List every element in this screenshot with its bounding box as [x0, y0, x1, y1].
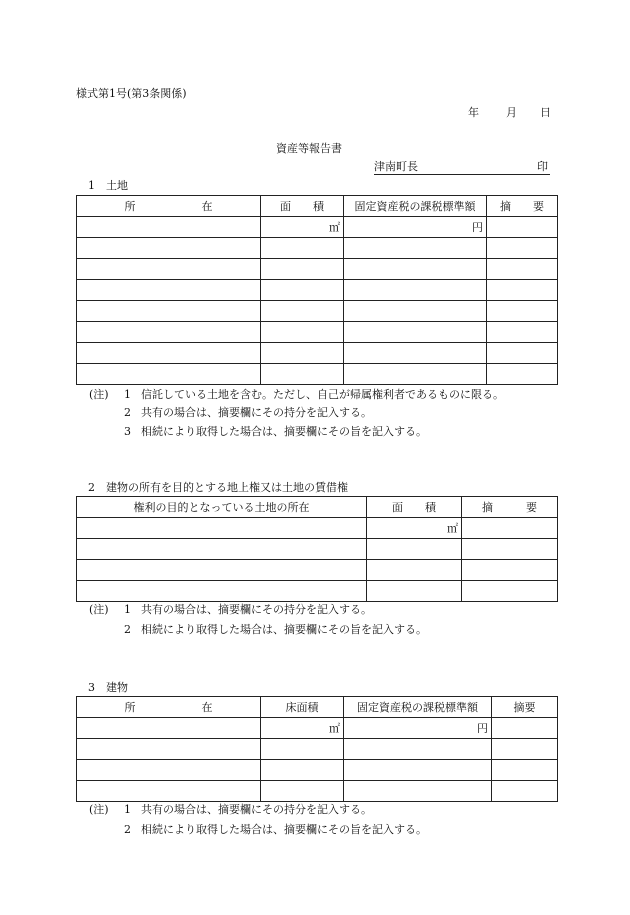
- addressee-line: [374, 161, 550, 175]
- note-text: 信託している土地を含む。ただし、自己が帰属権利者であるものに限る。: [141, 388, 504, 401]
- note-item: [89, 388, 504, 401]
- table-row: [77, 760, 558, 781]
- cell-location[interactable]: [77, 322, 261, 343]
- section2-heading: 2 建物の所有を目的とする地上権又は土地の賃借権: [88, 481, 348, 494]
- unit-yen: 円: [477, 721, 488, 735]
- cell-location[interactable]: [77, 718, 261, 739]
- cell-remarks[interactable]: [492, 739, 558, 760]
- cell-location[interactable]: [77, 259, 261, 280]
- cell-location[interactable]: [77, 217, 261, 238]
- cell-area[interactable]: [261, 217, 344, 238]
- table-row: [77, 560, 558, 581]
- cell-location[interactable]: [77, 238, 261, 259]
- cell-remarks[interactable]: [487, 238, 558, 259]
- unit-sqm: ㎡: [329, 721, 340, 735]
- table-row: [77, 322, 558, 343]
- table-row: [77, 539, 558, 560]
- cell-remarks[interactable]: [462, 518, 558, 539]
- cell-location[interactable]: [77, 781, 261, 802]
- col-header-remarks: 摘要: [492, 697, 558, 718]
- cell-tax-value[interactable]: [344, 217, 487, 238]
- cell-location[interactable]: [77, 280, 261, 301]
- cell-area[interactable]: [367, 518, 462, 539]
- date-year: 年: [468, 106, 479, 119]
- table-row: [77, 581, 558, 602]
- note-number: 2: [124, 406, 131, 419]
- lease-right-table: [76, 496, 558, 602]
- note-number: 3: [124, 425, 131, 438]
- cell-remarks[interactable]: [487, 322, 558, 343]
- cell-remarks[interactable]: [487, 301, 558, 322]
- col-header-land-location: 権利の目的となっている土地の所在: [77, 497, 367, 518]
- cell-area[interactable]: [261, 322, 344, 343]
- cell-tax-value[interactable]: [344, 739, 492, 760]
- table-row: [77, 781, 558, 802]
- table-row: [77, 280, 558, 301]
- cell-remarks[interactable]: [492, 760, 558, 781]
- note-text: 相続により取得した場合は、摘要欄にその旨を記入する。: [141, 823, 427, 836]
- note-text: 共有の場合は、摘要欄にその持分を記入する。: [141, 603, 372, 616]
- table-header-row: [77, 497, 558, 518]
- section1-heading: 1 土地: [88, 179, 128, 192]
- cell-land-location[interactable]: [77, 581, 367, 602]
- cell-land-location[interactable]: [77, 560, 367, 581]
- cell-tax-value[interactable]: [344, 322, 487, 343]
- cell-land-location[interactable]: [77, 518, 367, 539]
- cell-floor-area[interactable]: [261, 760, 344, 781]
- table-header-row: [77, 196, 558, 217]
- table-row: [77, 518, 558, 539]
- cell-area[interactable]: [261, 364, 344, 385]
- col-header-location: 所 在: [77, 196, 261, 217]
- note-prefix: (注): [89, 803, 109, 816]
- note-text: 共有の場合は、摘要欄にその持分を記入する。: [141, 803, 372, 816]
- cell-tax-value[interactable]: [344, 718, 492, 739]
- unit-yen: 円: [472, 220, 483, 234]
- table-row: [77, 718, 558, 739]
- col-header-location: 所 在: [77, 697, 261, 718]
- table-row: [77, 343, 558, 364]
- cell-remarks[interactable]: [487, 259, 558, 280]
- cell-tax-value[interactable]: [344, 781, 492, 802]
- note-prefix: (注): [89, 388, 109, 401]
- cell-location[interactable]: [77, 301, 261, 322]
- col-header-floor-area: 床面積: [261, 697, 344, 718]
- note-number: 2: [124, 823, 131, 836]
- table-row: [77, 217, 558, 238]
- cell-remarks[interactable]: [487, 280, 558, 301]
- cell-tax-value[interactable]: [344, 259, 487, 280]
- cell-land-location[interactable]: [77, 539, 367, 560]
- cell-tax-value[interactable]: [344, 364, 487, 385]
- cell-remarks[interactable]: [462, 581, 558, 602]
- note-number: 2: [124, 623, 131, 636]
- cell-location[interactable]: [77, 343, 261, 364]
- form-label: 様式第1号(第3条関係): [76, 87, 187, 100]
- addressee-name: 津南町長: [374, 160, 418, 173]
- land-table: [76, 195, 558, 385]
- cell-floor-area[interactable]: [261, 781, 344, 802]
- cell-location[interactable]: [77, 364, 261, 385]
- cell-remarks[interactable]: [462, 560, 558, 581]
- cell-area[interactable]: [261, 238, 344, 259]
- table-row: [77, 301, 558, 322]
- col-header-area: 面 積: [261, 196, 344, 217]
- cell-location[interactable]: [77, 760, 261, 781]
- unit-sqm: ㎡: [447, 521, 458, 535]
- section3-heading: 3 建物: [88, 681, 128, 694]
- cell-remarks[interactable]: [487, 364, 558, 385]
- note-text: 相続により取得した場合は、摘要欄にその旨を記入する。: [141, 623, 427, 636]
- cell-remarks[interactable]: [462, 539, 558, 560]
- cell-remarks[interactable]: [487, 343, 558, 364]
- cell-area[interactable]: [367, 560, 462, 581]
- cell-area[interactable]: [261, 301, 344, 322]
- cell-area[interactable]: [261, 343, 344, 364]
- table-row: [77, 364, 558, 385]
- col-header-tax-value: 固定資産税の課税標準額: [344, 196, 487, 217]
- note-prefix: (注): [89, 603, 109, 616]
- cell-tax-value[interactable]: [344, 280, 487, 301]
- seal-mark: 印: [537, 160, 548, 173]
- table-row: [77, 259, 558, 280]
- cell-area[interactable]: [367, 581, 462, 602]
- cell-tax-value[interactable]: [344, 760, 492, 781]
- cell-floor-area[interactable]: [261, 718, 344, 739]
- note-item: [89, 603, 372, 616]
- col-header-area: 面 積: [367, 497, 462, 518]
- page-title: 資産等報告書: [276, 142, 342, 155]
- table-header-row: [77, 697, 558, 718]
- cell-area[interactable]: [261, 259, 344, 280]
- note-number: 1: [124, 803, 131, 816]
- note-number: 1: [124, 388, 131, 401]
- table-row: [77, 739, 558, 760]
- note-number: 1: [124, 603, 131, 616]
- cell-remarks[interactable]: [492, 781, 558, 802]
- cell-tax-value[interactable]: [344, 238, 487, 259]
- building-table: [76, 696, 558, 802]
- date-day: 日: [540, 106, 551, 119]
- note-text: 共有の場合は、摘要欄にその持分を記入する。: [141, 406, 372, 419]
- cell-tax-value[interactable]: [344, 301, 487, 322]
- cell-remarks[interactable]: [492, 718, 558, 739]
- col-header-remarks: 摘 要: [487, 196, 558, 217]
- table-row: [77, 238, 558, 259]
- unit-sqm: ㎡: [329, 220, 340, 234]
- date-month: 月: [506, 106, 517, 119]
- cell-location[interactable]: [77, 739, 261, 760]
- cell-area[interactable]: [367, 539, 462, 560]
- cell-area[interactable]: [261, 280, 344, 301]
- col-header-remarks: 摘 要: [462, 497, 558, 518]
- col-header-tax-value: 固定資産税の課税標準額: [344, 697, 492, 718]
- note-text: 相続により取得した場合は、摘要欄にその旨を記入する。: [141, 425, 427, 438]
- cell-tax-value[interactable]: [344, 343, 487, 364]
- note-item: [89, 803, 372, 816]
- cell-floor-area[interactable]: [261, 739, 344, 760]
- cell-remarks[interactable]: [487, 217, 558, 238]
